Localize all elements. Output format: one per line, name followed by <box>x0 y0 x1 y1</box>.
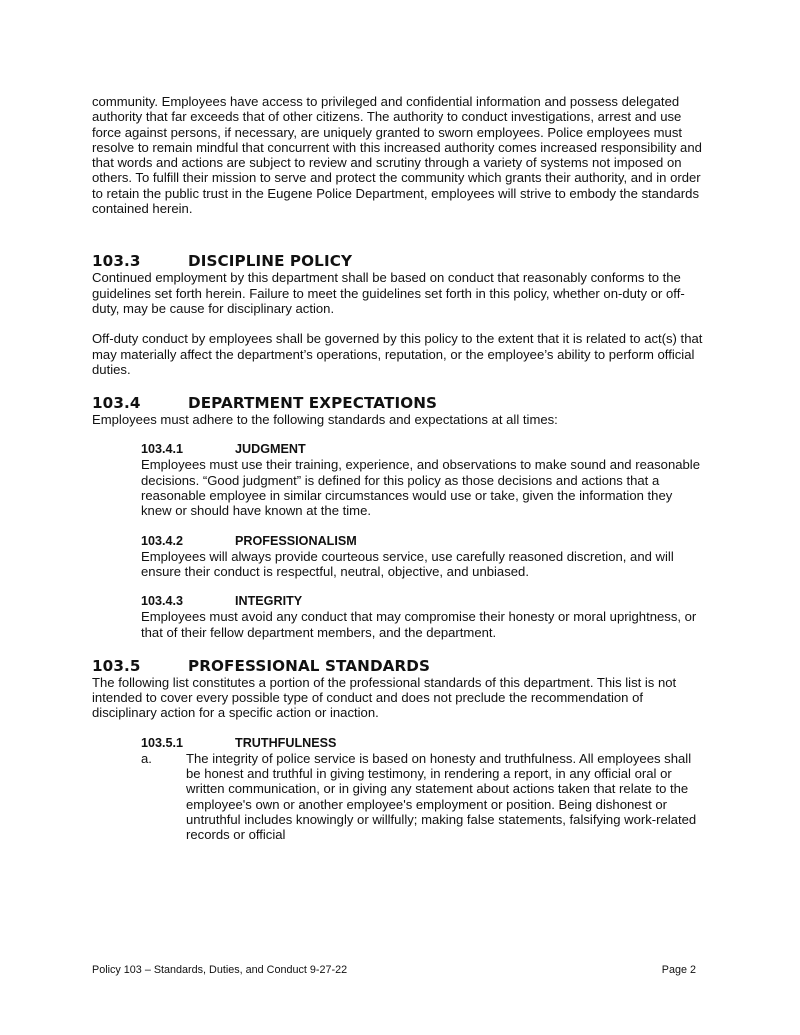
section-title: DEPARTMENT EXPECTATIONS <box>188 394 438 413</box>
list-item-text: The integrity of police service is based on honesty and truthfulness. All employees shall be honest and truthful in giving testimony, in rendering a report, in any official oral or written communication, or in giving any statement about actions taken that relate to the employee's own or another employee's employment or position. Being dishonest or untruthful includes knowingly or willfully; making false statements, falsifying work-related records or official <box>186 750 697 843</box>
standards-intro: The following list constitutes a portion of the professional standards of this department. This list is not intended to cover every possible type of conduct and does not preclude the recommendation of disciplinary action for a specific action or inaction. <box>92 674 677 721</box>
document-page <box>92 94 704 843</box>
footer-policy-title: Policy 103 – Standards, Duties, and Conduct 9-27-22 <box>92 964 348 976</box>
subsection-judgment <box>141 442 704 518</box>
subsection-title: INTEGRITY <box>235 594 303 609</box>
subsection-title: TRUTHFULNESS <box>235 735 337 750</box>
section-103-5-heading <box>92 657 704 675</box>
subsection-number: 103.4.2 <box>141 533 184 548</box>
subsection-text: Employees must use their training, experience, and observations to make sound and reasonable decisions. “Good judgment” is defined for this policy as those decisions and actions that a reasonable employee in similar circumstances would use or take, given the information they knew or should have known at the time. <box>141 457 700 519</box>
page-footer <box>92 964 696 976</box>
section-number: 103.3 <box>92 252 141 271</box>
subsection-text: Employees will always provide courteous service, use carefully reasoned discretion, and will ensure their conduct is respectful, neutral, objective, and unbiased. <box>141 548 674 579</box>
expectations-intro: Employees must adhere to the following standards and expectations at all times: <box>92 412 558 428</box>
subsection-heading <box>141 594 704 609</box>
subsection-title: PROFESSIONALISM <box>235 533 357 548</box>
list-item-label: a. <box>141 750 152 766</box>
footer-page-number: Page 2 <box>661 964 696 976</box>
subsection-text: Employees must avoid any conduct that may compromise their honesty or moral uprightness, or that of their fellow department members, and the department. <box>141 609 697 640</box>
list-item <box>141 751 704 843</box>
section-103-4-heading <box>92 394 704 412</box>
subsection-truthfulness <box>141 736 704 751</box>
discipline-paragraph-2: Off-duty conduct by employees shall be governed by this policy to the extent that it is related to act(s) that may materially affect the department’s operations, reputation, or the employee’s ability to perform official duties. <box>92 331 703 377</box>
subsection-number: 103.5.1 <box>141 735 184 750</box>
intro-paragraph: community. Employees have access to privileged and confidential information and possess delegated authority that far exceeds that of other citizens. The authority to conduct investigations, arrest and use force against persons, if necessary, are uniquely granted to sworn employees. Police employees must resolve to remain mindful that concurrent with this increased authority comes increased responsibility and that words and actions are subject to review and scrutiny through a variety of systems not imposed on others. To fulfill their mission to serve and protect the community which grants their authority, and in order to retain the public trust in the Eugene Police Department, employees will strive to embody the standards contained herein. <box>92 94 702 217</box>
subsection-heading <box>141 736 704 751</box>
subsection-number: 103.4.3 <box>141 594 184 609</box>
section-103-3-heading <box>92 252 704 270</box>
discipline-paragraph-1: Continued employment by this department shall be based on conduct that reasonably conforms to the guidelines set forth herein. Failure to meet the guidelines set forth in this policy, whether on-duty or off-duty, may be cause for disciplinary action. <box>92 270 685 316</box>
subsection-integrity <box>141 594 704 640</box>
section-title: DISCIPLINE POLICY <box>188 252 353 271</box>
subsection-professionalism <box>141 534 704 580</box>
subsection-heading <box>141 442 704 457</box>
section-number: 103.5 <box>92 656 141 675</box>
section-number: 103.4 <box>92 394 141 413</box>
subsection-heading <box>141 534 704 549</box>
subsection-number: 103.4.1 <box>141 442 184 457</box>
section-title: PROFESSIONAL STANDARDS <box>188 656 431 675</box>
subsection-title: JUDGMENT <box>235 442 306 457</box>
